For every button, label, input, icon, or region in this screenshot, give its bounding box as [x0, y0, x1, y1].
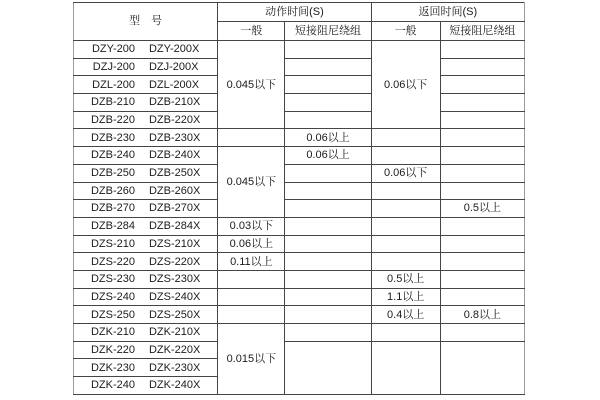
- model-label: DZS-210: [90, 237, 135, 250]
- model-cell: [74, 147, 218, 165]
- model-label: DZB-220: [90, 114, 135, 127]
- header-action-general: 一般: [218, 22, 285, 41]
- model-label: DZB-240X: [148, 149, 201, 162]
- model-label: DZY-200: [91, 43, 135, 56]
- model-cell: [74, 377, 218, 395]
- model-label: DZK-240: [90, 379, 135, 392]
- action-damping-cell: [285, 111, 371, 129]
- model-cell: [74, 76, 218, 94]
- action-damping-cell: [285, 288, 371, 306]
- table-row: [74, 341, 525, 359]
- return-damping-cell: [440, 76, 524, 94]
- model-cell: [74, 111, 218, 129]
- header-return-general: 一般: [371, 22, 440, 41]
- model-label: DZK-210: [90, 326, 135, 339]
- return-damping-cell: [440, 129, 524, 147]
- model-cell: [74, 235, 218, 253]
- return-damping-cell: [440, 147, 524, 165]
- table-row: [74, 324, 525, 342]
- header-row-1: [74, 3, 525, 22]
- model-label: DZB-284: [90, 220, 135, 233]
- model-cell: [74, 58, 218, 76]
- return-general-cell: 1.1以上: [371, 288, 440, 306]
- table-row: [74, 200, 525, 218]
- table-row: [74, 111, 525, 129]
- return-damping-cell: [440, 182, 524, 200]
- model-label: DZB-250: [90, 167, 135, 180]
- header-action-time: 动作时间(S): [218, 3, 371, 22]
- return-damping-cell: 0.5以上: [440, 200, 524, 218]
- table-row: [74, 147, 525, 165]
- return-damping-cell: [440, 94, 524, 112]
- action-general-cell: 0.11以上: [218, 253, 285, 271]
- return-damping-cell: [440, 164, 524, 182]
- action-general-cell: 0.045以下: [218, 147, 285, 218]
- action-damping-cell: [285, 164, 371, 182]
- action-general-cell: [218, 129, 285, 147]
- table-row: [74, 235, 525, 253]
- action-damping-cell: [285, 58, 371, 76]
- model-label: DZL-200X: [148, 78, 200, 91]
- action-damping-cell: [285, 324, 371, 342]
- action-damping-cell: 0.06以上: [285, 147, 371, 165]
- return-general-cell: [371, 324, 440, 342]
- model-cell: [74, 288, 218, 306]
- return-damping-cell: [440, 288, 524, 306]
- action-general-cell: 0.06以上: [218, 235, 285, 253]
- action-general-cell: 0.03以下: [218, 217, 285, 235]
- return-damping-cell: [440, 253, 524, 271]
- action-damping-cell: [285, 235, 371, 253]
- model-label: DZS-230: [90, 273, 135, 286]
- model-label: DZK-230X: [148, 361, 201, 374]
- table-header: [74, 3, 525, 41]
- relay-timing-spec-table: [73, 2, 525, 395]
- model-cell: [74, 359, 218, 377]
- return-damping-cell: [440, 341, 524, 394]
- action-damping-cell: [285, 200, 371, 218]
- return-damping-cell: [440, 324, 524, 342]
- model-cell: [74, 200, 218, 218]
- return-general-cell: [371, 217, 440, 235]
- return-general-cell: 0.4以上: [371, 306, 440, 324]
- model-label: DZL-200: [92, 78, 135, 91]
- model-label: DZS-230X: [148, 273, 201, 286]
- return-general-cell: [371, 235, 440, 253]
- return-general-cell: [371, 182, 440, 200]
- action-general-cell: 0.045以下: [218, 41, 285, 129]
- model-cell: [74, 270, 218, 288]
- model-label: DZK-240X: [148, 379, 201, 392]
- model-label: DZB-210: [90, 96, 135, 109]
- model-label: DZB-230X: [148, 131, 201, 144]
- action-general-cell: [218, 270, 285, 288]
- table-row: [74, 41, 525, 59]
- table-row: [74, 94, 525, 112]
- model-label: DZB-220X: [148, 114, 201, 127]
- model-label: DZB-240: [90, 149, 135, 162]
- model-label: DZB-260: [90, 184, 135, 197]
- model-cell: [74, 324, 218, 342]
- model-cell: [74, 41, 218, 59]
- return-general-cell: [371, 341, 440, 394]
- model-label: DZJ-200: [92, 60, 135, 73]
- model-label: DZS-210X: [148, 237, 201, 250]
- model-cell: [74, 341, 218, 359]
- return-damping-cell: [440, 217, 524, 235]
- model-label: DZS-250X: [148, 308, 201, 321]
- header-return-damping: 短接阻尼绕组: [440, 22, 524, 41]
- model-label: DZB-210X: [148, 96, 201, 109]
- model-label: DZK-220: [90, 343, 135, 356]
- action-damping-cell: [285, 94, 371, 112]
- model-label: DZB-250X: [148, 167, 201, 180]
- model-label: DZY-200X: [148, 43, 200, 56]
- table-row: [74, 129, 525, 147]
- header-model: 型 号: [74, 3, 218, 41]
- model-label: DZK-210X: [148, 326, 201, 339]
- action-general-cell: [218, 306, 285, 324]
- action-general-cell: 0.015以下: [218, 324, 285, 395]
- return-general-cell: 0.5以上: [371, 270, 440, 288]
- model-cell: [74, 306, 218, 324]
- model-label: DZK-220X: [148, 343, 201, 356]
- action-damping-cell: [285, 306, 371, 324]
- model-label: DZB-270X: [148, 202, 201, 215]
- header-return-time: 返回时间(S): [371, 3, 524, 22]
- return-damping-cell: 0.8以上: [440, 306, 524, 324]
- model-label: DZB-270: [90, 202, 135, 215]
- model-label: DZS-220: [90, 255, 135, 268]
- return-general-cell: [371, 147, 440, 165]
- table-row: [74, 217, 525, 235]
- return-general-cell: [371, 253, 440, 271]
- action-damping-cell: [285, 76, 371, 94]
- table-row: [74, 270, 525, 288]
- table-row: [74, 76, 525, 94]
- action-damping-cell: [285, 270, 371, 288]
- action-damping-cell: [285, 217, 371, 235]
- action-damping-cell: [285, 341, 371, 394]
- model-label: DZJ-200X: [148, 60, 199, 73]
- model-label: DZS-220X: [148, 255, 201, 268]
- model-cell: [74, 164, 218, 182]
- model-label: DZS-240X: [148, 290, 201, 303]
- return-damping-cell: [440, 41, 524, 59]
- model-label: DZB-230: [90, 131, 135, 144]
- action-damping-cell: [285, 182, 371, 200]
- model-cell: [74, 253, 218, 271]
- action-damping-cell: [285, 253, 371, 271]
- model-label: DZB-284X: [148, 220, 201, 233]
- model-cell: [74, 217, 218, 235]
- model-label: DZS-250: [90, 308, 135, 321]
- table-row: [74, 164, 525, 182]
- action-damping-cell: 0.06以上: [285, 129, 371, 147]
- table-body: [74, 41, 525, 395]
- action-damping-cell: [285, 41, 371, 59]
- return-damping-cell: [440, 235, 524, 253]
- table-row: [74, 288, 525, 306]
- model-cell: [74, 129, 218, 147]
- action-general-cell: [218, 288, 285, 306]
- model-cell: [74, 182, 218, 200]
- model-label: DZS-240: [90, 290, 135, 303]
- table-row: [74, 182, 525, 200]
- model-label: DZK-230: [90, 361, 135, 374]
- table-row: [74, 58, 525, 76]
- return-general-cell: [371, 129, 440, 147]
- model-cell: [74, 94, 218, 112]
- return-general-cell: 0.06以下: [371, 164, 440, 182]
- return-general-cell: [371, 200, 440, 218]
- model-label: DZB-260X: [148, 184, 201, 197]
- return-general-cell: 0.06以下: [371, 41, 440, 129]
- return-damping-cell: [440, 270, 524, 288]
- table-row: [74, 306, 525, 324]
- return-damping-cell: [440, 58, 524, 76]
- return-damping-cell: [440, 111, 524, 129]
- table-row: [74, 253, 525, 271]
- header-action-damping: 短接阻尼绕组: [285, 22, 371, 41]
